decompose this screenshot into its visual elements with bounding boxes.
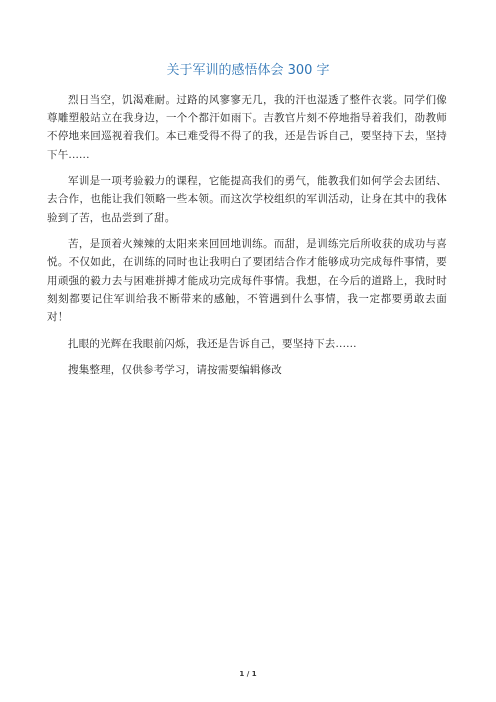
paragraph-3: 苦，是顶着火辣辣的太阳来来回回地训练。而甜，是训练完后所收获的成功与喜悦。不仅如此，在训练的同时也让我明白了要团结合作才能够成功完成每件事情，要用顽强的毅力去与困难拼搏才能成功完成每件事情。我想，在今后的道路上，我时时刻刻都要记住军训给我不断带来的感触，不管遇到什么事情，我一定都要勇敢去面对！ xyxy=(47,238,447,324)
page-number: 1 / 1 xyxy=(239,670,257,678)
document-title: 关于军训的感悟体会 300 字 xyxy=(166,63,330,78)
document-body xyxy=(47,91,447,388)
paragraph-4: 扎眼的光辉在我眼前闪烁，我还是告诉自己，要坚持下去...... xyxy=(68,337,357,350)
paragraph-2: 军训是一项考验毅力的课程，它能提高我们的勇气，能教我们如何学会去团结、去合作，也能让我们领略一些本领。而这次学校组织的军训活动，让身在其中的我体验到了苦，也品尝到了甜。 xyxy=(47,175,447,224)
paragraph-5: 搜集整理，仅供参考学习，请按需要编辑修改 xyxy=(68,364,282,377)
paragraph-1: 烈日当空，饥渴难耐。过路的风寥寥无几，我的汗也湿透了整件衣裳。同学们像尊雕塑般站立在我身边，一个个都汗如雨下。吉教官片刻不停地指导着我们，劭教师不停地来回巡视着我们。本已难受得不得了的我，还是告诉自己，要坚持下去，坚持下午...... xyxy=(47,94,447,161)
